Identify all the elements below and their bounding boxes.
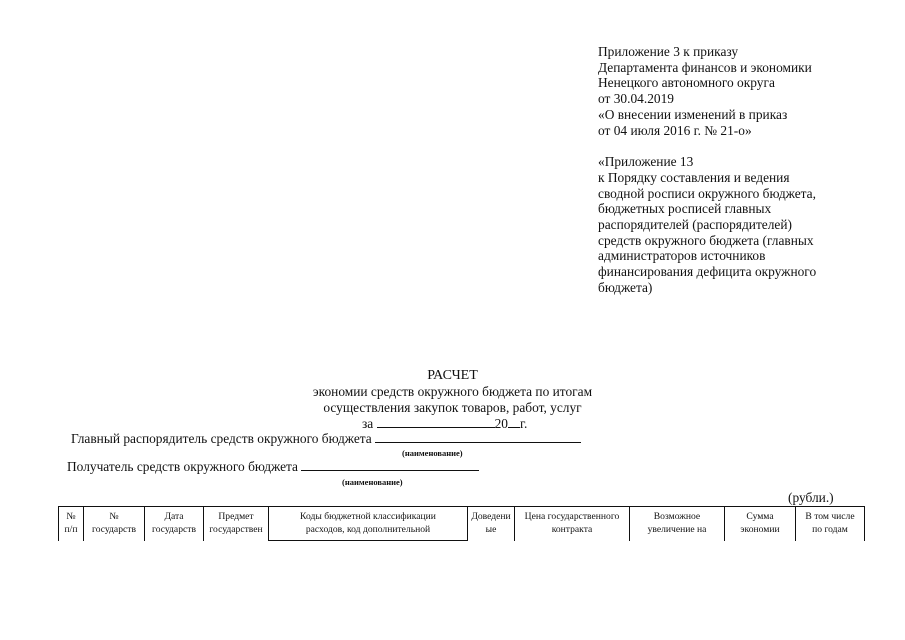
col-contract-subject: Предмет государствен [204,507,269,541]
chief-manager-line [71,430,581,447]
col-allocated: Доведени ые [468,507,515,541]
chief-manager-hint: (наименование) [402,448,463,458]
document-title: РАСЧЕТ [427,368,478,383]
header-table [58,506,865,541]
appendix-line: финансирования дефицита окружного [598,264,817,280]
col-possible-increase: Возможное увеличение на [630,507,725,541]
col-by-years: В том числе по годам [796,507,865,541]
appendix-line: бюджетных росписей главных [598,201,772,217]
appendix-line: от 04 июля 2016 г. № 21-о» [598,122,752,138]
appendix-line: Приложение 3 к приказу [598,44,739,59]
chief-manager-label: Главный распорядитель средств окружного бюджета [71,431,372,446]
recipient-line [67,458,479,475]
period-suffix: г. [519,416,528,431]
title-line-1: экономии средств окружного бюджета по итогам [312,384,593,399]
appendix-line: бюджета) [598,279,653,295]
appendix-line: «Приложение 13 [598,154,694,170]
title-line-2: осуществления закупок товаров, работ, услуг [323,400,582,415]
appendix-line: средств окружного бюджета (главных [598,232,814,248]
appendix-line: распорядителей (распорядителей) [598,217,792,233]
recipient-blank[interactable] [301,458,479,471]
appendix-line: «О внесении изменений в приказ [598,106,788,122]
col-contract-number: № государств [84,507,145,541]
col-contract-price: Цена государственного контракта [515,507,630,541]
col-savings: Сумма экономии [725,507,796,541]
unit-label: (рубли.) [788,490,834,505]
year-blank[interactable] [508,415,520,428]
col-budget-codes: Коды бюджетной классификации расходов, код дополнительной [269,507,468,541]
recipient-label: Получатель средств окружного бюджета [67,459,298,474]
period-year: 20 [494,416,508,431]
table-header-row [59,507,865,541]
appendix-line: Департамента финансов и экономики [598,59,812,75]
appendix-line: Ненецкого автономного округа [598,75,775,91]
appendix-line: администраторов источников [598,248,766,264]
appendix-line: от 30.04.2019 [598,91,674,107]
col-contract-date: Дата государств [145,507,204,541]
appendix-line: сводной росписи окружного бюджета, [598,185,816,201]
recipient-hint: (наименование) [342,477,403,487]
period-blank[interactable] [377,415,495,428]
col-number: № п/п [59,507,84,541]
chief-manager-blank[interactable] [375,430,581,443]
appendix-line: к Порядку составления и ведения [598,169,790,185]
period-prefix: за [362,416,374,431]
appendix-block [598,44,858,296]
